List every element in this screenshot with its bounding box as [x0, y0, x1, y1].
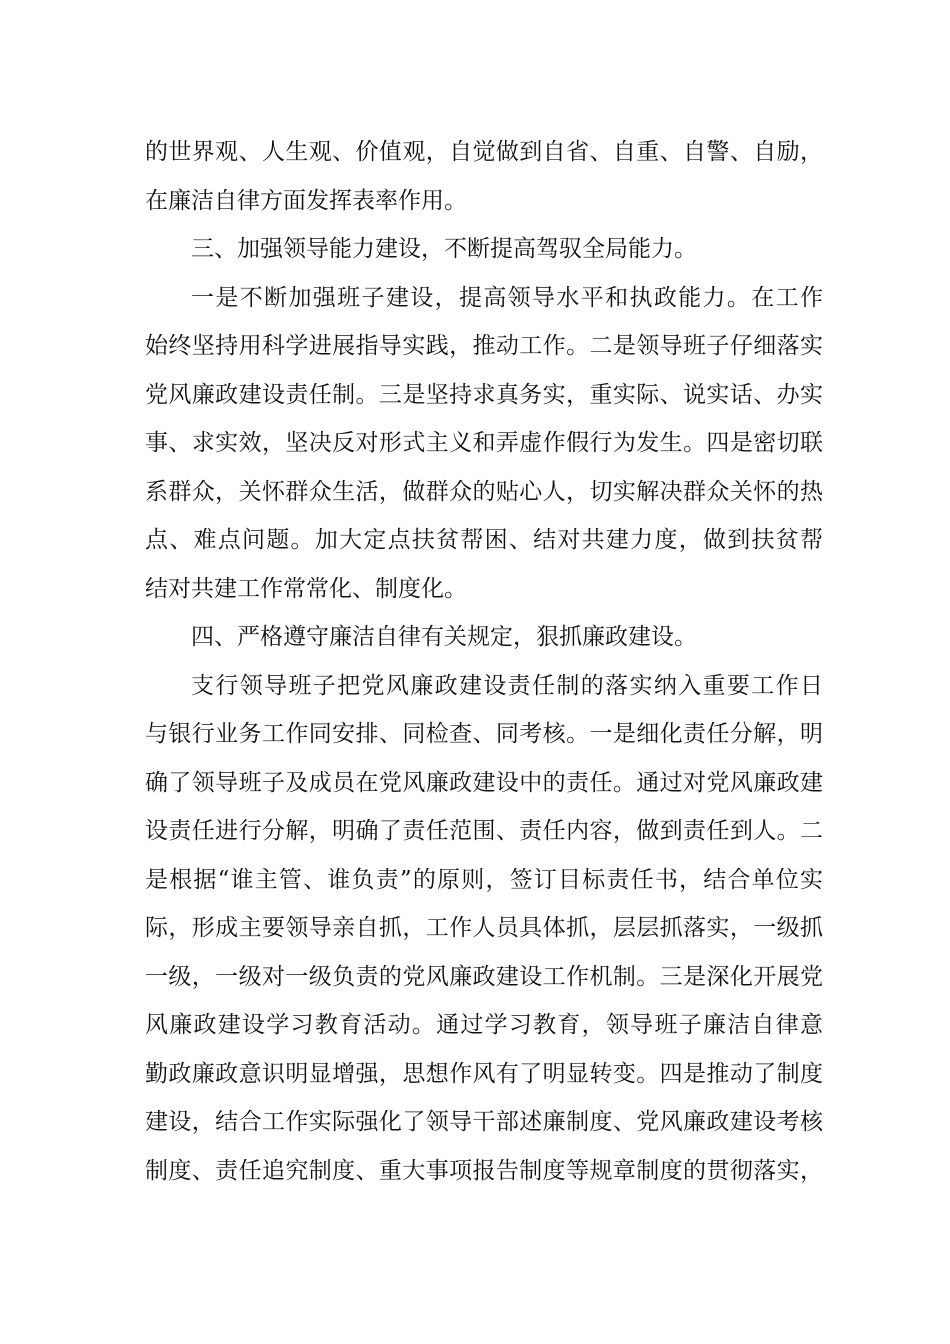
text-line: 党风廉政建设责任制。三是坚持求真务实，重实际、说实话、办实 [145, 381, 823, 408]
text-line: 建设，结合工作实际强化了领导干部述廉制度、党风廉政建设考核 [145, 1109, 823, 1135]
text-line: 结对共建工作常常化、制度化。 [145, 575, 467, 602]
text-line: 是根据“谁主管、谁负责”的原则，签订目标责任书，结合单位实 [145, 866, 823, 893]
text-line: 始终坚持用科学进展指导实践，推动工作。二是领导班子仔细落实 [145, 333, 823, 359]
text-line: 一级，一级对一级负责的党风廉政建设工作机制。三是深化开展党 [145, 963, 823, 990]
text-line: 际，形成主要领导亲自抓，工作人员具体抓，层层抓落实，一级抓 [145, 915, 823, 941]
text-line: 与银行业务工作同安排、同检查、同考核。一是细化责任分解，明 [145, 721, 823, 747]
text-line: 支行领导班子把党风廉政建设责任制的落实纳入重要工作日 [191, 672, 823, 699]
text-line: 事、求实效，坚决反对形式主义和弄虚作假行为发生。四是密切联 [145, 430, 823, 456]
text-line: 点、难点问题。加大定点扶贫帮困、结对共建力度，做到扶贫帮 [145, 527, 823, 553]
text-line: 系群众，关怀群众生活，做群众的贴心人，切实解决群众关怀的热 [145, 478, 823, 505]
text-line: 勤政廉政意识明显增强，思想作风有了明显转变。四是推动了制度 [145, 1060, 823, 1087]
text-line: 一是不断加强班子建设，提高领导水平和执政能力。在工作 [191, 284, 823, 311]
text-line: 制度、责任追究制度、重大事项报告制度等规章制度的贯彻落实， [145, 1157, 823, 1184]
text-line: 设责任进行分解，明确了责任范围、责任内容，做到责任到人。二 [145, 818, 823, 844]
section-heading: 四、严格遵守廉洁自律有关规定，狠抓廉政建设。 [191, 624, 697, 650]
text-line: 确了领导班子及成员在党风廉政建设中的责任。通过对党风廉政建 [145, 769, 823, 796]
text-line: 的世界观、人生观、价值观，自觉做到自省、自重、自警、自励， [145, 139, 823, 165]
document-body [145, 128, 823, 1195]
section-heading: 三、加强领导能力建设，不断提高驾驭全局能力。 [191, 236, 697, 262]
text-line: 风廉政建设学习教育活动。通过学习教育，领导班子廉洁自律意 [145, 1012, 823, 1038]
text-line: 在廉洁自律方面发挥表率作用。 [145, 187, 467, 214]
